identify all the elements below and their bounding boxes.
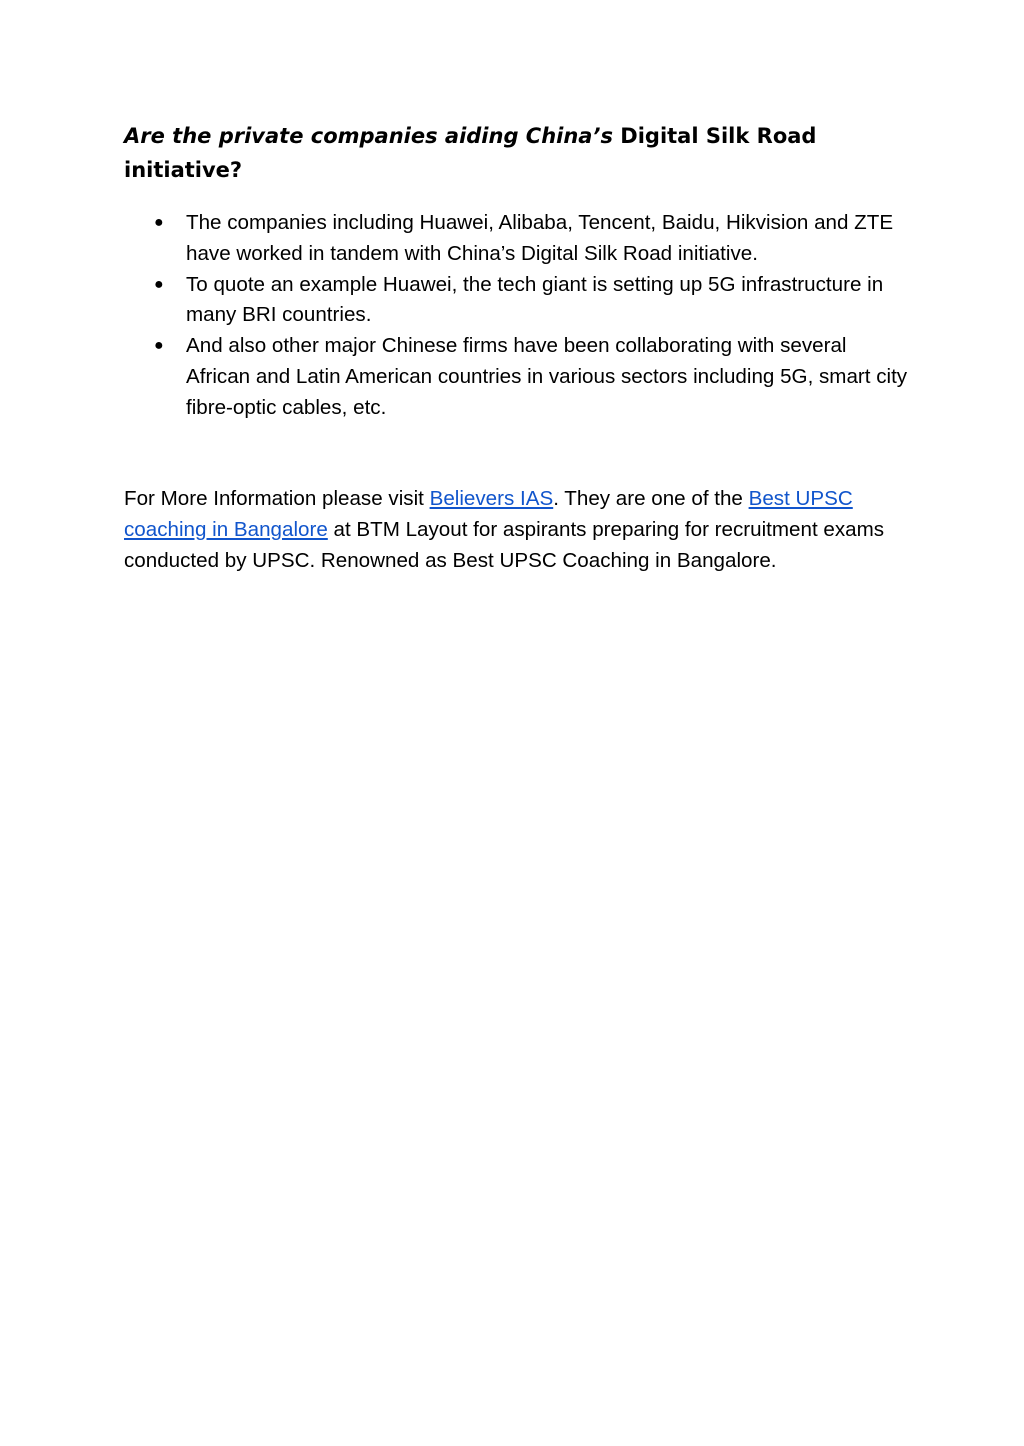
list-item-text: And also other major Chinese firms have been collaborating with several African and Latin American countries in various sectors including 5G, smart city fibre-optic cables, etc. [186,334,908,419]
section-heading [124,119,904,187]
list-item [124,208,914,270]
bullet-icon: ● [154,275,164,293]
list-item [124,331,914,423]
info-text: at BTM Layout for aspirants preparing for recruitment exams conducted by UPSC. Renowned as Best UPSC Coaching in Bangalore. [124,517,885,572]
bullet-icon: ● [154,214,164,231]
heading-regular-part: Digital Silk Road initiative? [124,124,817,182]
heading-italic-part: Are the private companies aiding China’s [124,124,613,148]
bullet-list [124,208,914,424]
bullet-icon: ● [154,337,164,355]
info-text: . They are one of the [553,487,749,510]
best-upsc-coaching-link[interactable]: Best UPSC coaching in Bangalore [124,487,853,541]
info-text: For More Information please visit [124,487,430,510]
list-item-text: The companies including Huawei, Alibaba, Tencent, Baidu, Hikvision and ZTE have worked in tandem with China’s Digital Silk Road initiative. [186,211,894,265]
info-paragraph [124,484,904,576]
list-item-text: To quote an example Huawei, the tech giant is setting up 5G infrastructure in many BRI countries. [186,272,884,327]
believers-ias-link[interactable]: Believers IAS [429,487,554,510]
list-item [124,270,914,332]
